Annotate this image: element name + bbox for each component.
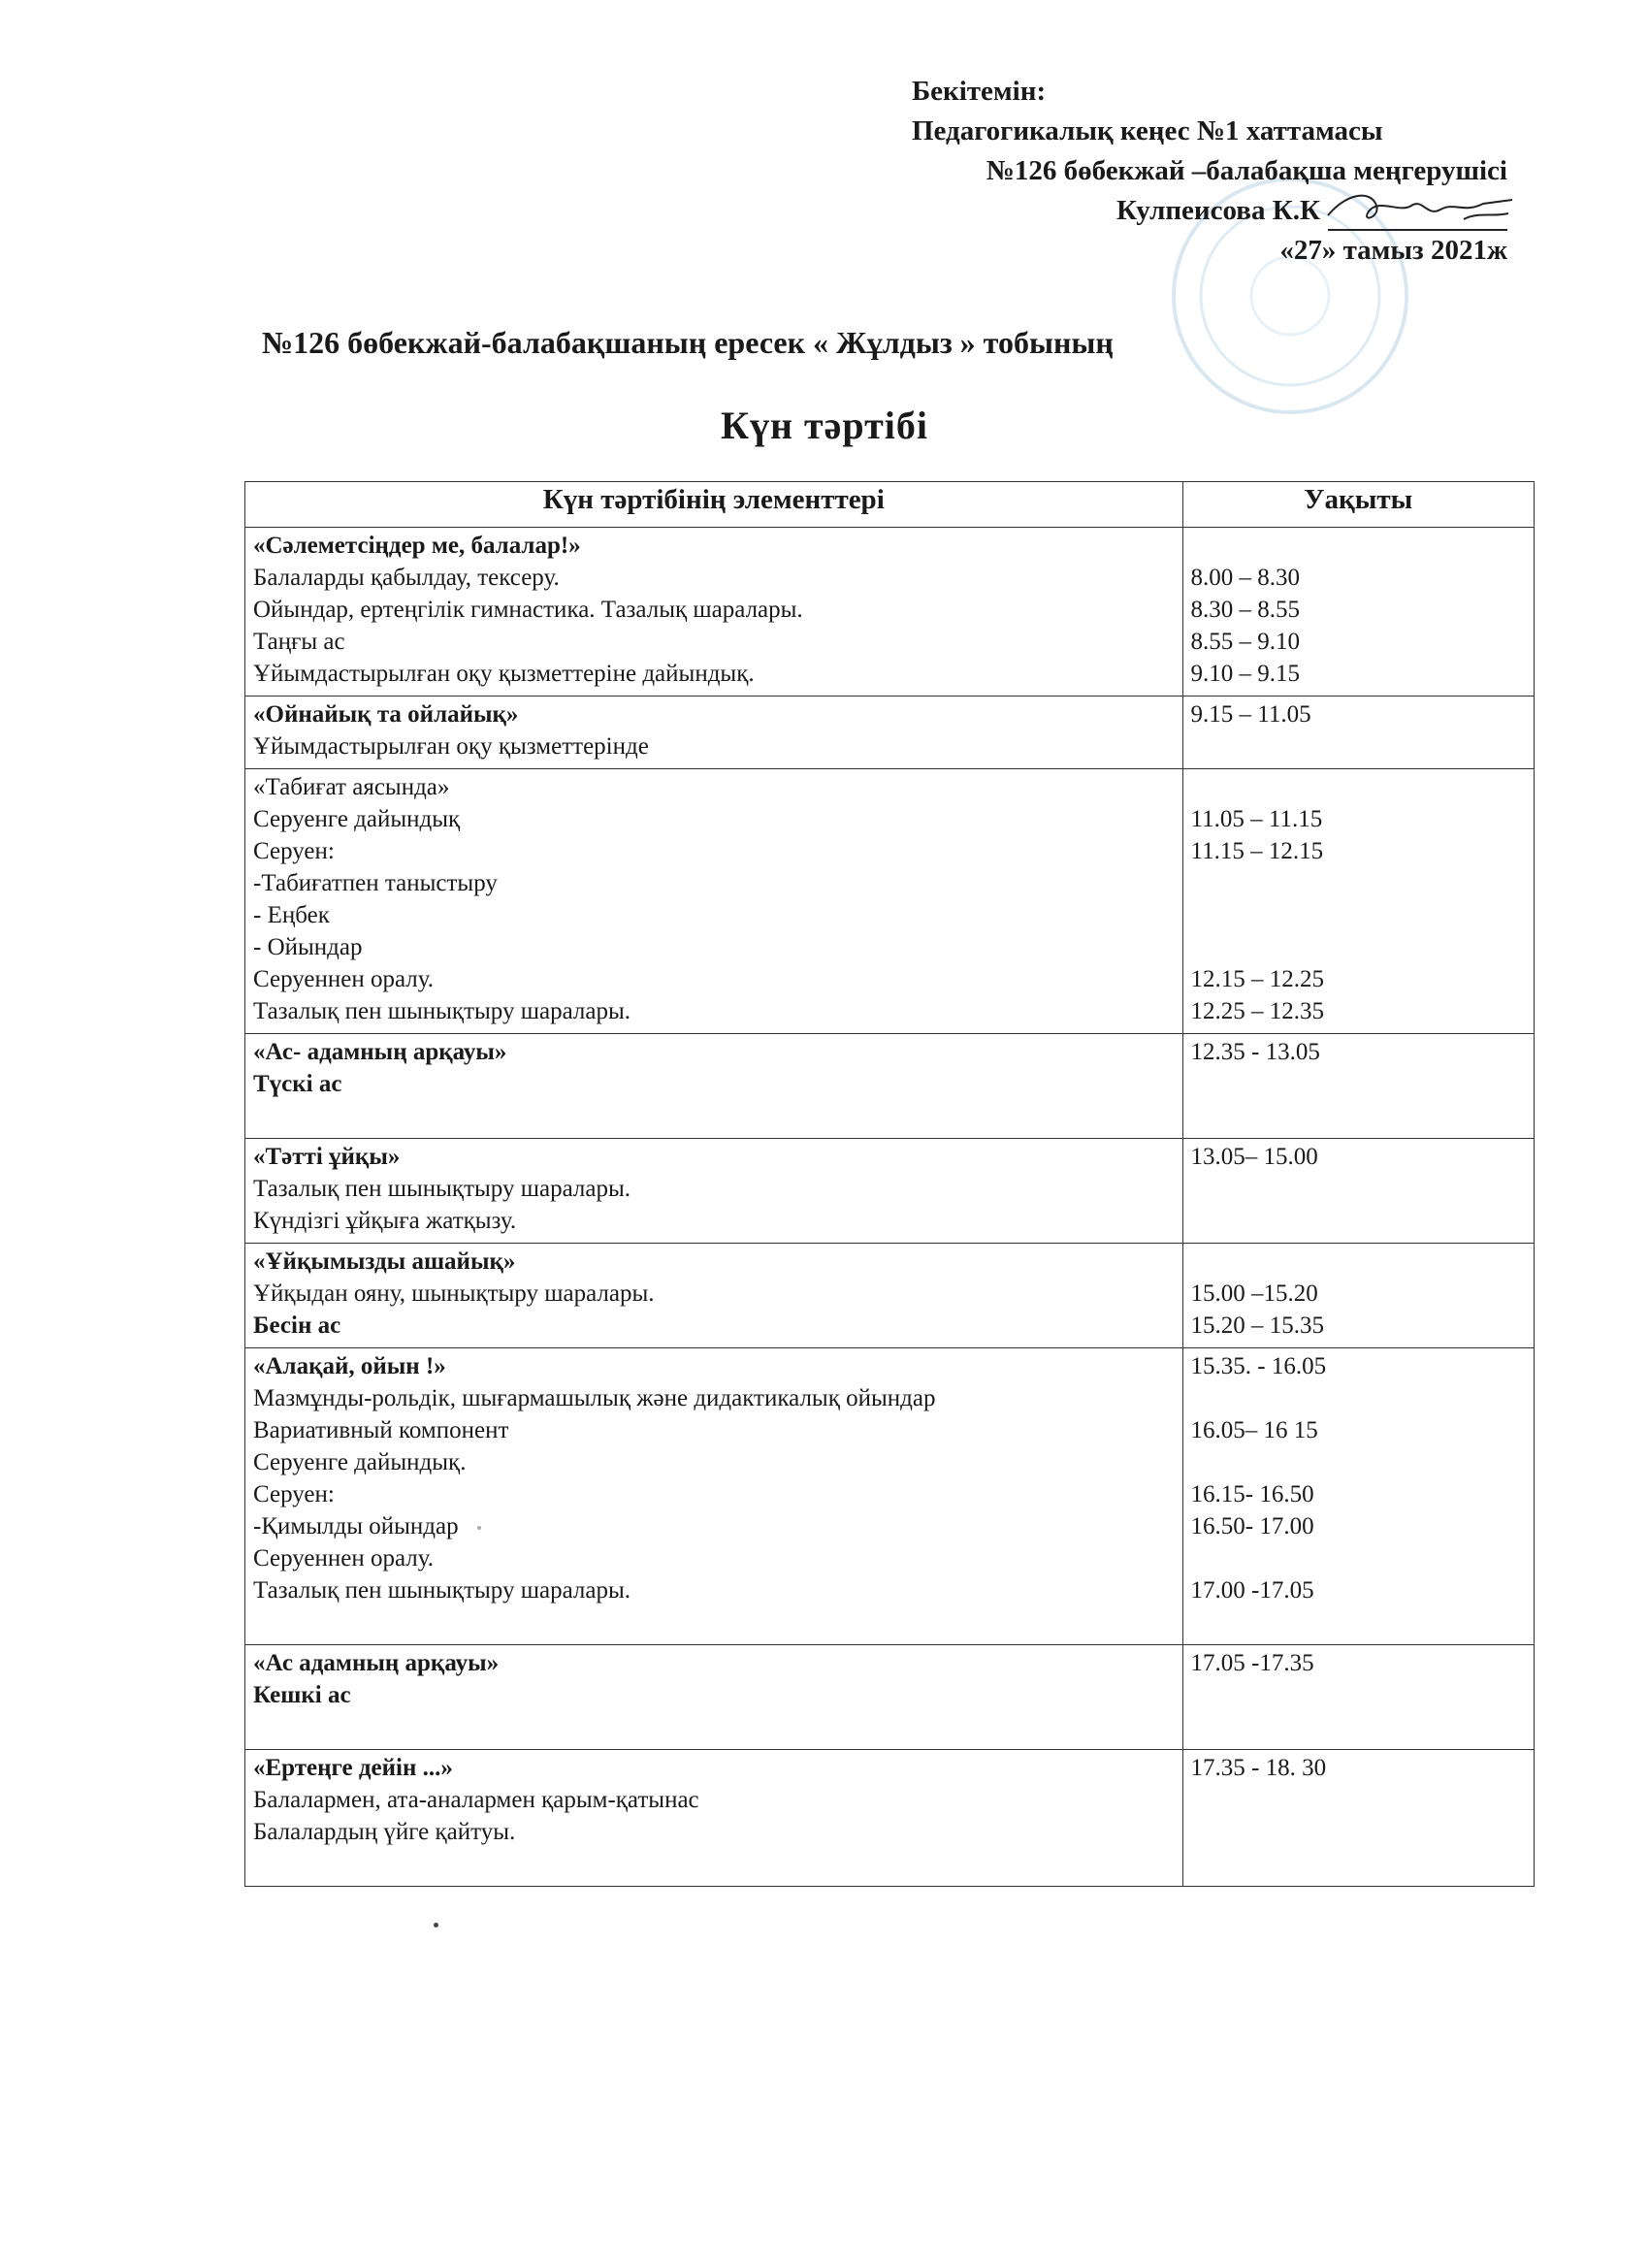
schedule-time-cell — [1182, 1139, 1534, 1244]
table-row — [245, 528, 1535, 697]
page-title: Күн тәртібі — [720, 404, 929, 447]
schedule-time-line: 9.15 – 11.05 — [1190, 701, 1311, 728]
schedule-element-line: Тазалық пен шынықтыру шаралары. — [253, 1577, 631, 1604]
approval-block — [770, 72, 1507, 271]
approval-date: «27» тамыз 2021ж — [1279, 235, 1507, 266]
schedule-elements-cell — [245, 528, 1183, 697]
schedule-time-line — [1191, 1382, 1526, 1414]
schedule-element-line: -Қимылды ойындар — [253, 1513, 459, 1539]
schedule-time-line: 15.20 – 15.35 — [1190, 1312, 1325, 1339]
schedule-element-line: Тазалық пен шынықтыру шаралары. — [253, 1176, 631, 1202]
schedule-element-line: Серуеннен оралу. — [253, 1545, 435, 1571]
schedule-element-line: Серуен: — [253, 1481, 335, 1507]
schedule-time-line — [1191, 1542, 1526, 1574]
signer-name: Кулпеисова К.К — [1116, 195, 1320, 226]
schedule-time-cell — [1182, 769, 1534, 1034]
schedule-time-line — [1191, 1446, 1526, 1478]
schedule-time-line: 15.00 –15.20 — [1190, 1280, 1318, 1307]
schedule-time-line: 13.05– 15.00 — [1190, 1144, 1318, 1170]
table-row — [245, 1750, 1535, 1887]
table-header-row — [245, 482, 1535, 528]
schedule-element-line: Түскі ас — [253, 1071, 342, 1097]
schedule-time-line — [1191, 867, 1526, 899]
schedule-element-line: Ұйымдастырылған оқу қызметтерінде — [253, 733, 649, 760]
schedule-time-cell — [1182, 1348, 1534, 1645]
schedule-elements-cell — [245, 1750, 1183, 1887]
schedule-time-line: 8.00 – 8.30 — [1190, 565, 1301, 591]
schedule-time-cell — [1182, 1244, 1534, 1348]
schedule-elements-cell — [245, 769, 1183, 1034]
schedule-elements-cell — [245, 1244, 1183, 1348]
schedule-time-line: 11.15 – 12.15 — [1190, 838, 1324, 864]
schedule-time-line: 15.35. - 16.05 — [1190, 1353, 1327, 1379]
schedule-body — [245, 528, 1535, 1887]
schedule-time-line — [1191, 771, 1526, 803]
header-time: Уақыты — [1182, 482, 1534, 528]
schedule-time-line: 17.00 -17.05 — [1190, 1577, 1314, 1604]
schedule-time-line — [1191, 1246, 1526, 1278]
schedule-time-cell — [1182, 1034, 1534, 1139]
approval-heading: Бекітемін: — [912, 76, 1047, 107]
table-row — [245, 1139, 1535, 1244]
table-row — [245, 1034, 1535, 1139]
schedule-time-line: 17.05 -17.35 — [1190, 1650, 1314, 1676]
schedule-element-line: Вариативный компонент — [253, 1417, 509, 1443]
schedule-element-line: Серуеннен оралу. — [253, 966, 435, 992]
schedule-time-cell — [1182, 528, 1534, 697]
schedule-element-line: Мазмұнды-рольдік, шығармашылық және дидактикалық ойындар — [253, 1385, 936, 1411]
schedule-element-line: «Ас- адамның арқауы» — [253, 1039, 507, 1065]
schedule-element-line: - Ойындар — [253, 934, 363, 960]
schedule-time-cell — [1182, 697, 1534, 769]
table-row — [245, 1348, 1535, 1645]
schedule-time-line — [1191, 931, 1526, 963]
schedule-elements-cell — [245, 1348, 1183, 1645]
table-row — [245, 769, 1535, 1034]
schedule-time-line: 9.10 – 9.15 — [1190, 661, 1301, 687]
schedule-time-line: 17.35 - 18. 30 — [1190, 1755, 1327, 1781]
signature-line — [1328, 202, 1507, 231]
header-elements: Күн тәртібінің элементтері — [245, 482, 1183, 528]
schedule-element-line: Ойындар, ертеңгілік гимнастика. Тазалық шаралары. — [253, 597, 803, 623]
schedule-time-line — [1191, 899, 1526, 931]
schedule-element-line: «Алақай, ойын !» — [253, 1353, 446, 1379]
schedule-element-line: Тазалық пен шынықтыру шаралары. — [253, 998, 631, 1024]
schedule-time-line: 16.05– 16 15 — [1190, 1417, 1318, 1443]
schedule-elements-cell — [245, 1645, 1183, 1750]
schedule-time-line: 12.15 – 12.25 — [1190, 966, 1325, 992]
schedule-time-line: 11.05 – 11.15 — [1190, 806, 1323, 832]
approval-head-title: №126 бөбекжай –балабақша меңгерушісі — [986, 155, 1507, 186]
schedule-element-line: «Ас адамның арқауы» — [253, 1650, 500, 1676]
schedule-element-line: Балалармен, ата-аналармен қарым-қатынас — [253, 1787, 699, 1813]
schedule-element-line: «Табиғат аясында» — [253, 774, 450, 800]
table-row — [245, 1244, 1535, 1348]
schedule-element-line: Ұйқыдан ояну, шынықтыру шаралары. — [253, 1280, 655, 1307]
schedule-element-line: Ұйымдастырылған оқу қызметтеріне дайындық. — [253, 661, 755, 687]
scan-speck — [434, 1923, 438, 1928]
signature-icon — [1318, 184, 1522, 233]
schedule-element-line: Таңғы ас — [253, 629, 345, 655]
schedule-element-line: «Ұйқымызды ашайық» — [253, 1248, 516, 1275]
schedule-element-line: «Сәлеметсіңдер ме, балалар!» — [253, 533, 581, 559]
schedule-element-line: Кешкі ас — [253, 1682, 351, 1708]
schedule-element-line: Бесін ас — [253, 1312, 341, 1339]
schedule-element-line: «Ертеңге дейін ...» — [253, 1755, 453, 1781]
schedule-table — [244, 481, 1535, 1887]
schedule-element-line: «Тәтті ұйқы» — [253, 1144, 401, 1170]
schedule-time-line: 8.30 – 8.55 — [1190, 597, 1301, 623]
table-row — [245, 1645, 1535, 1750]
schedule-time-cell — [1182, 1750, 1534, 1887]
schedule-element-line: - Еңбек — [253, 902, 330, 928]
approval-council: Педагогикалық кеңес №1 хаттамасы — [912, 115, 1383, 146]
schedule-element-line: Балаларды қабылдау, тексеру. — [253, 565, 560, 591]
schedule-element-line: Балалардың үйге қайтуы. — [253, 1819, 516, 1845]
schedule-time-line: 16.15- 16.50 — [1190, 1481, 1314, 1507]
group-title: №126 бөбекжай-балабақшаның ересек « Жұлдыз » тобының — [262, 325, 1114, 360]
approval-signer — [770, 191, 1507, 231]
schedule-time-line — [1191, 530, 1526, 562]
schedule-time-cell — [1182, 1645, 1534, 1750]
schedule-time-line: 12.25 – 12.35 — [1190, 998, 1325, 1024]
schedule-element-line: Күндізгі ұйқыға жатқызу. — [253, 1208, 517, 1234]
schedule-time-line: 16.50- 17.00 — [1190, 1513, 1314, 1539]
schedule-elements-cell — [245, 1034, 1183, 1139]
schedule-elements-cell — [245, 697, 1183, 769]
schedule-element-line: -Табиғатпен таныстыру — [253, 870, 498, 896]
schedule-element-line: «Ойнайық та ойлайық» — [253, 701, 519, 728]
schedule-time-line: 12.35 - 13.05 — [1190, 1039, 1320, 1065]
table-row — [245, 697, 1535, 769]
scan-speck — [477, 1526, 481, 1530]
schedule-element-line: Серуенге дайындық — [253, 806, 461, 832]
schedule-element-line: Серуен: — [253, 838, 335, 864]
schedule-elements-cell — [245, 1139, 1183, 1244]
schedule-time-line: 8.55 – 9.10 — [1190, 629, 1301, 655]
schedule-element-line: Серуенге дайындық. — [253, 1449, 467, 1475]
